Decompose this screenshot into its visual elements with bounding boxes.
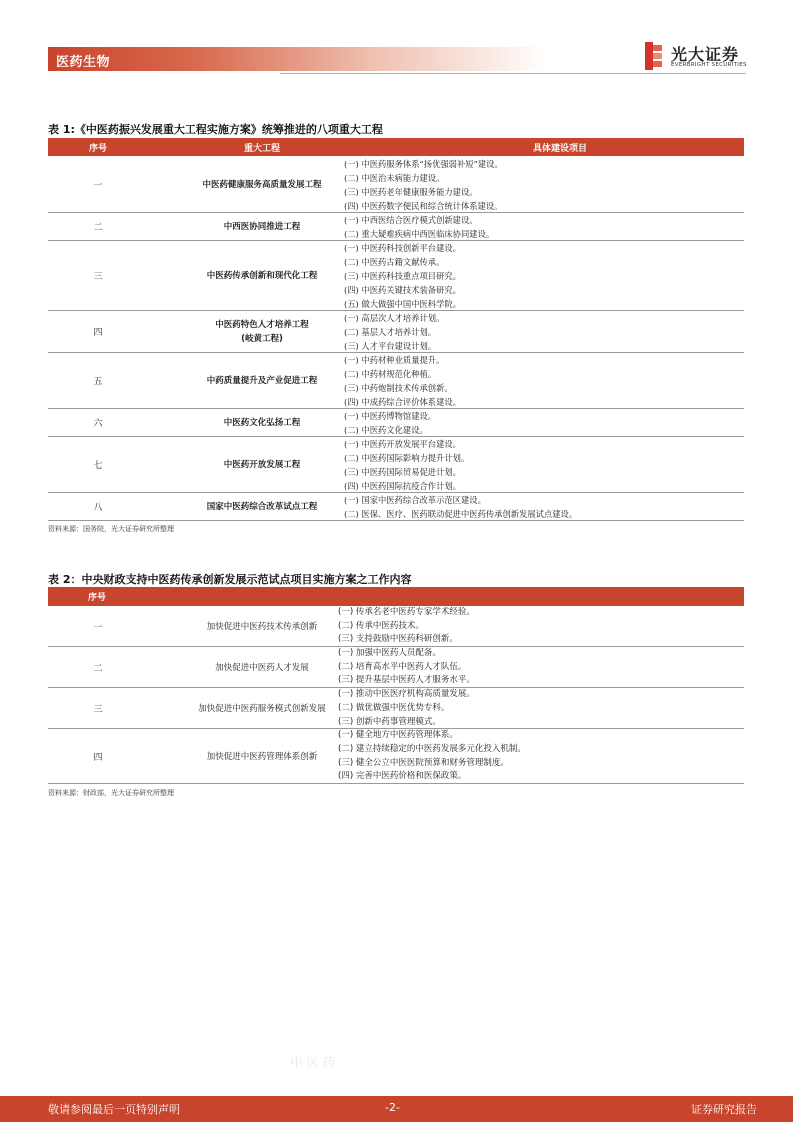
section-label: 医药生物 (56, 55, 111, 70)
list-item: (一) 推动中医医疗机构高质量发展。 (338, 689, 475, 700)
footer-bar (0, 1096, 793, 1122)
watermark: 中医药 (290, 1056, 339, 1071)
table2-header (48, 587, 744, 606)
list-item: (四) 完善中医药价格和医保政策。 (338, 771, 467, 782)
project-name-text: 中医药传承创新和现代化工程 (206, 271, 318, 281)
list-item: (二) 中药材规范化种植。 (344, 369, 437, 379)
project-name (148, 269, 376, 281)
list-item: (二) 基层人才培养计划。 (344, 327, 437, 337)
row-number: 七 (93, 461, 103, 471)
list-item: (二) 培育高水平中医药人才队伍。 (338, 661, 467, 672)
everbright-logo-icon (643, 42, 665, 70)
table2-col-no: 序号 (88, 593, 107, 603)
project-name (148, 178, 376, 190)
row-number: 三 (93, 272, 103, 282)
list-item: (三) 支持鼓励中医药科研创新。 (338, 634, 458, 645)
project-name (148, 500, 376, 512)
project-name-text: 加快促进中医药技术传承创新 (206, 621, 318, 632)
list-item: (二) 中医药国际影响力提升计划。 (344, 453, 470, 463)
project-name-text: 国家中医药综合改革试点工程 (206, 502, 318, 512)
logo-text: 光大证券 (671, 45, 740, 64)
row-number: 八 (93, 503, 103, 513)
list-item: (一) 高层次人才培养计划。 (344, 313, 445, 323)
list-item: (一) 国家中医药综合改革示范区建设。 (344, 495, 486, 505)
project-name (148, 220, 376, 232)
list-item: (二) 中医药文化建设。 (344, 425, 428, 435)
table2-source: 资料来源：财政部，光大证券研究所整理 (48, 789, 174, 797)
item-list (344, 241, 461, 311)
row-number: 四 (93, 328, 103, 338)
project-name-text: 加快促进中医药服务模式创新发展 (198, 703, 326, 714)
row-number: 六 (93, 419, 103, 429)
list-item: (四) 中成药综合评价体系建设。 (344, 397, 461, 407)
list-item: (三) 中医药科技重点项目研究。 (344, 271, 461, 281)
list-item: (一) 中药材种业质量提升。 (344, 355, 445, 365)
project-name (148, 374, 376, 386)
footer-report-type: 证券研究报告 (691, 1103, 757, 1116)
row-number: 二 (93, 223, 103, 233)
footer-disclaimer: 敬请参阅最后一页特别声明 (48, 1103, 180, 1116)
row-number: 三 (93, 704, 103, 715)
project-name-text: 中医药开放发展工程 (223, 460, 301, 470)
table-row (48, 241, 744, 311)
list-item: (一) 加强中医药人员配备。 (338, 648, 441, 659)
item-list (344, 353, 461, 409)
row-number: 二 (93, 663, 103, 674)
everbright-logo (643, 40, 753, 74)
list-item: (一) 中医药开放发展平台建设。 (344, 439, 461, 449)
list-item: (四) 中医药国际抗疫合作计划。 (344, 481, 461, 491)
table-row (48, 213, 744, 241)
list-item: (三) 人才平台建设计划。 (344, 341, 437, 351)
list-item: (二) 中医药古籍文献传承。 (344, 257, 445, 267)
list-item: (三) 中药炮制技术传承创新。 (344, 383, 453, 393)
list-item: (三) 中医药老年健康服务能力建设。 (344, 187, 478, 197)
list-item: (二) 做优做强中医优势专科。 (338, 702, 450, 713)
list-item: (四) 中医药关键技术装备研究。 (344, 285, 461, 295)
item-list (338, 688, 475, 729)
item-list (344, 493, 577, 521)
item-list (338, 729, 526, 784)
list-item: (一) 中医药博物馆建设。 (344, 411, 437, 421)
page-number: -2- (385, 1101, 400, 1114)
header-band (48, 47, 548, 71)
list-item: (三) 健全公立中医医院预算和财务管理制度。 (338, 757, 509, 768)
row-number: 五 (93, 377, 103, 387)
list-item: (二) 医保、医疗、医药联动促进中医药传承创新发展试点建设。 (344, 509, 578, 519)
table-row (48, 409, 744, 437)
table-row (48, 729, 744, 784)
item-list (338, 606, 475, 647)
list-item: (二) 传承中医药技术。 (338, 620, 424, 631)
list-item: (三) 创新中药事管理模式。 (338, 716, 441, 727)
table-row (48, 437, 744, 493)
table1-header (48, 138, 744, 156)
item-list (344, 437, 469, 493)
project-name-sub: (岐黄工程) (241, 334, 283, 344)
project-name-text: 中医药健康服务高质量发展工程 (202, 180, 322, 190)
project-name-text: 中医药文化弘扬工程 (223, 418, 301, 428)
item-list (344, 213, 494, 241)
list-item: (一) 中医药科技创新平台建设。 (344, 243, 461, 253)
project-name-text: 加快促进中医药管理体系创新 (206, 751, 318, 762)
item-list (338, 647, 475, 688)
list-item: (二) 中医治未病能力建设。 (344, 173, 445, 183)
table-row (48, 493, 744, 521)
list-item: (一) 传承名老中医药专家学术经验。 (338, 607, 475, 617)
list-item: (二) 重大疑难疾病中西医临床协同建设。 (344, 229, 495, 239)
list-item: (一) 中医药服务体系“扬优强弱补短”建设。 (344, 159, 503, 169)
table-row (48, 647, 744, 688)
project-name-text: 中西医协同推进工程 (223, 222, 301, 232)
row-number: 一 (93, 622, 103, 633)
table1-col-no: 序号 (88, 144, 107, 154)
list-item: (三) 提升基层中医药人才服务水平。 (338, 675, 475, 686)
project-name (148, 318, 376, 344)
project-name-text: 加快促进中医药人才发展 (215, 662, 309, 673)
item-list (344, 409, 436, 437)
table1-title: 表 1:《中医药振兴发展重大工程实施方案》统筹推进的八项重大工程 (48, 123, 383, 136)
logo-subtext: EVERBRIGHT SECURITIES (671, 62, 747, 68)
table-row (48, 353, 744, 409)
table1-col-items: 具体建设项目 (532, 144, 587, 154)
table-row (48, 157, 744, 213)
list-item: (一) 健全地方中医药管理体系。 (338, 730, 458, 741)
table-row (48, 606, 744, 647)
table1-source: 资料来源：国务院，光大证券研究所整理 (48, 525, 174, 533)
list-item: (五) 做大做强中国中医科学院。 (344, 299, 461, 309)
item-list (344, 157, 503, 213)
item-list (344, 311, 444, 353)
project-name-text: 中医药特色人才培养工程 (215, 320, 309, 330)
row-number: 四 (93, 752, 103, 763)
table-row (48, 688, 744, 729)
table1-col-project: 重大工程 (243, 144, 280, 154)
list-item: (三) 中医药国际贸易促进计划。 (344, 467, 461, 477)
row-number: 一 (93, 181, 103, 191)
project-name (148, 458, 376, 470)
list-item: (二) 建立持续稳定的中医药发展多元化投入机制。 (338, 743, 526, 754)
list-item: (四) 中医药数字便民和综合统计体系建设。 (344, 201, 503, 211)
project-name (148, 416, 376, 428)
list-item: (一) 中西医结合医疗模式创新建设。 (344, 215, 478, 225)
table-row (48, 311, 744, 353)
project-name-text: 中药质量提升及产业促进工程 (206, 376, 318, 386)
table2-title: 表 2：中央财政支持中医药传承创新发展示范试点项目实施方案之工作内容 (48, 573, 412, 586)
